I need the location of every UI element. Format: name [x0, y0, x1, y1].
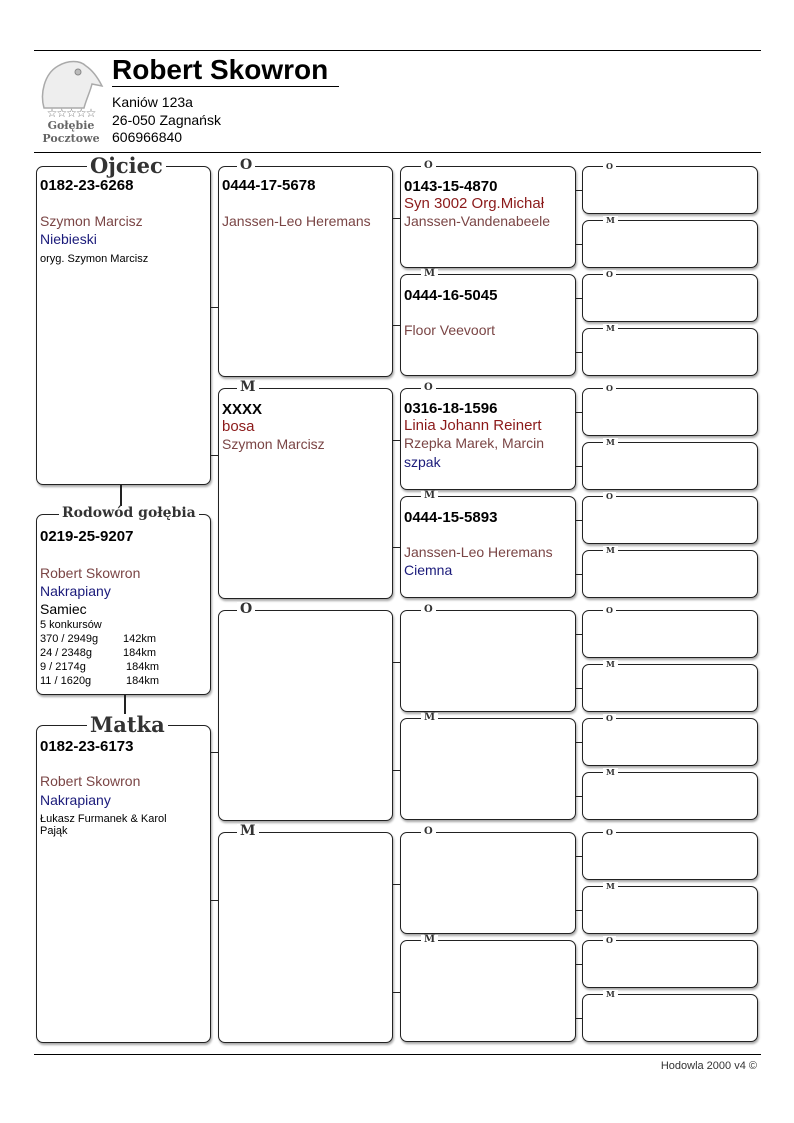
connector [120, 485, 122, 507]
father-breeder: Szymon Marcisz [40, 213, 143, 229]
gen4-card[interactable] [582, 269, 758, 322]
mother-card[interactable] [36, 712, 211, 1043]
subject-contests: 5 konkursów [40, 619, 102, 631]
gen4-card[interactable] [582, 545, 758, 598]
gen3-breeder: Floor Veevoort [404, 322, 496, 338]
connector [211, 455, 218, 456]
gen3-color: Ciemna [404, 562, 453, 578]
gen3-line1: Syn 3002 Org.Michał [404, 195, 545, 212]
gen3-card[interactable] [400, 382, 576, 490]
gen2-legend: O [237, 602, 255, 616]
subject-legend: Rodowód gołębia [59, 506, 199, 520]
connector [211, 900, 218, 901]
gen2-legend: M [237, 824, 259, 838]
gen3-legend: O [421, 383, 436, 393]
gen4-card[interactable] [582, 827, 758, 880]
pigeon-head-icon [36, 56, 106, 111]
gen4-legend: M [603, 990, 618, 998]
gen4-legend: O [603, 162, 616, 170]
gen2-line1: bosa [222, 418, 255, 435]
gen4-card[interactable] [582, 161, 758, 214]
result-distance: 184km [126, 675, 160, 687]
subject-owner: Robert Skowron [40, 565, 141, 581]
result-row [40, 675, 207, 687]
connector [393, 662, 400, 663]
gen4-card[interactable] [582, 323, 758, 376]
connector [576, 298, 582, 299]
gen3-card[interactable] [400, 826, 576, 934]
connector [576, 742, 582, 743]
gen3-breeder: Janssen-Leo Heremans [404, 544, 553, 560]
connector [576, 244, 582, 245]
connector [393, 884, 400, 885]
gen4-card[interactable] [582, 767, 758, 820]
connector [576, 856, 582, 857]
gen3-legend: M [421, 269, 438, 279]
connector [576, 634, 582, 635]
gen4-card[interactable] [582, 881, 758, 934]
gen3-ring: 0316-18-1596 [404, 400, 498, 417]
gen3-ring: 0444-15-5893 [404, 509, 498, 526]
subject-ring: 0219-25-9207 [40, 528, 134, 545]
gen2-card[interactable] [218, 379, 393, 599]
connector [393, 218, 400, 219]
phone: 606966840 [112, 129, 183, 145]
gen4-card[interactable] [582, 491, 758, 544]
connector [576, 1018, 582, 1019]
mother-legend: Matka [87, 714, 168, 735]
connector [393, 547, 400, 548]
gen4-card[interactable] [582, 383, 758, 436]
breeder-name: Robert Skowron [112, 54, 339, 87]
result-row [40, 647, 207, 659]
father-note: oryg. Szymon Marcisz [40, 253, 149, 265]
gen3-card[interactable] [400, 934, 576, 1042]
gen4-legend: M [603, 546, 618, 554]
connector [576, 466, 582, 467]
gen3-ring: 0444-16-5045 [404, 287, 498, 304]
father-color: Niebieski [40, 231, 97, 247]
gen2-legend: M [237, 380, 259, 394]
gen3-card[interactable] [400, 160, 576, 268]
gen3-card[interactable] [400, 490, 576, 598]
gen3-card[interactable] [400, 712, 576, 820]
gen3-breeder: Janssen-Vandenabeele [404, 213, 551, 229]
gen4-card[interactable] [582, 215, 758, 268]
gen4-card[interactable] [582, 437, 758, 490]
address-line1: Kaniów 123a [112, 94, 193, 110]
connector [576, 910, 582, 911]
footer-text: Hodowla 2000 v4 © [660, 1060, 757, 1072]
mother-note: Łukasz Furmanek & Karol Pająk [40, 813, 167, 837]
gen2-breeder: Szymon Marcisz [222, 436, 325, 452]
connector [576, 964, 582, 965]
gen3-color: szpak [404, 454, 441, 470]
gen4-card[interactable] [582, 713, 758, 766]
connector [393, 992, 400, 993]
gen3-legend: O [421, 827, 436, 837]
connector [393, 325, 400, 326]
gen4-legend: O [603, 384, 616, 392]
connector [211, 307, 218, 308]
subject-color: Nakrapiany [40, 583, 111, 599]
mother-ring: 0182-23-6173 [40, 738, 134, 755]
gen3-legend: O [421, 161, 436, 171]
result-row [40, 661, 207, 673]
connector [576, 574, 582, 575]
gen3-ring: 0143-15-4870 [404, 178, 498, 195]
gen3-legend: M [421, 491, 438, 501]
subject-card[interactable] [36, 505, 211, 695]
address-line2: 26-050 Zagnańsk [112, 112, 221, 128]
gen4-legend: O [603, 936, 616, 944]
result-place: 11 / 1620g [40, 675, 92, 687]
gen4-legend: M [603, 660, 618, 668]
top-rule [34, 50, 761, 51]
gen4-card[interactable] [582, 605, 758, 658]
gen4-card[interactable] [582, 989, 758, 1042]
logo-stars: ☆☆☆☆☆ [46, 106, 96, 120]
gen2-legend: O [237, 158, 255, 172]
father-card[interactable] [36, 153, 211, 485]
connector [576, 190, 582, 191]
connector [211, 752, 218, 753]
connector [576, 412, 582, 413]
footer-rule [34, 1054, 761, 1055]
gen4-legend: O [603, 828, 616, 836]
subject-sex: Samiec [40, 601, 87, 617]
gen2-ring: 0444-17-5678 [222, 177, 316, 194]
gen3-card[interactable] [400, 268, 576, 376]
gen2-card[interactable] [218, 157, 393, 377]
connector [576, 688, 582, 689]
gen3-breeder: Rzepka Marek, Marcin [404, 435, 545, 451]
gen4-legend: O [603, 270, 616, 278]
result-row [40, 633, 207, 645]
gen4-legend: M [603, 438, 618, 446]
gen2-card[interactable] [218, 601, 393, 821]
gen4-card[interactable] [582, 935, 758, 988]
result-place: 9 / 2174g [40, 661, 86, 673]
logo-text-line1: Gołębie [47, 119, 95, 132]
result-distance: 142km [123, 633, 157, 645]
gen4-legend: O [603, 606, 616, 614]
gen3-legend: M [421, 935, 438, 945]
gen2-ring: XXXX [222, 401, 263, 418]
gen4-legend: M [603, 216, 618, 224]
gen4-legend: M [603, 768, 618, 776]
mother-breeder: Robert Skowron [40, 773, 141, 789]
gen3-legend: O [421, 605, 436, 615]
result-place: 24 / 2348g [40, 647, 92, 659]
connector [576, 796, 582, 797]
gen3-card[interactable] [400, 604, 576, 712]
connector [576, 520, 582, 521]
mother-color: Nakrapiany [40, 792, 111, 808]
gen4-card[interactable] [582, 659, 758, 712]
result-place: 370 / 2949g [40, 633, 99, 645]
gen2-breeder: Janssen-Leo Heremans [222, 213, 371, 229]
result-distance: 184km [126, 661, 160, 673]
gen4-legend: O [603, 714, 616, 722]
logo-text-line2: Pocztowe [42, 132, 100, 145]
connector [393, 770, 400, 771]
result-distance: 184km [123, 647, 157, 659]
gen4-legend: M [603, 882, 618, 890]
gen4-legend: M [603, 324, 618, 332]
gen2-card[interactable] [218, 823, 393, 1043]
logo [36, 56, 106, 146]
connector [576, 352, 582, 353]
father-ring: 0182-23-6268 [40, 177, 134, 194]
gen3-legend: M [421, 713, 438, 723]
gen4-legend: O [603, 492, 616, 500]
father-legend: Ojciec [87, 155, 166, 176]
gen3-line1: Linia Johann Reinert [404, 417, 542, 434]
connector [393, 440, 400, 441]
